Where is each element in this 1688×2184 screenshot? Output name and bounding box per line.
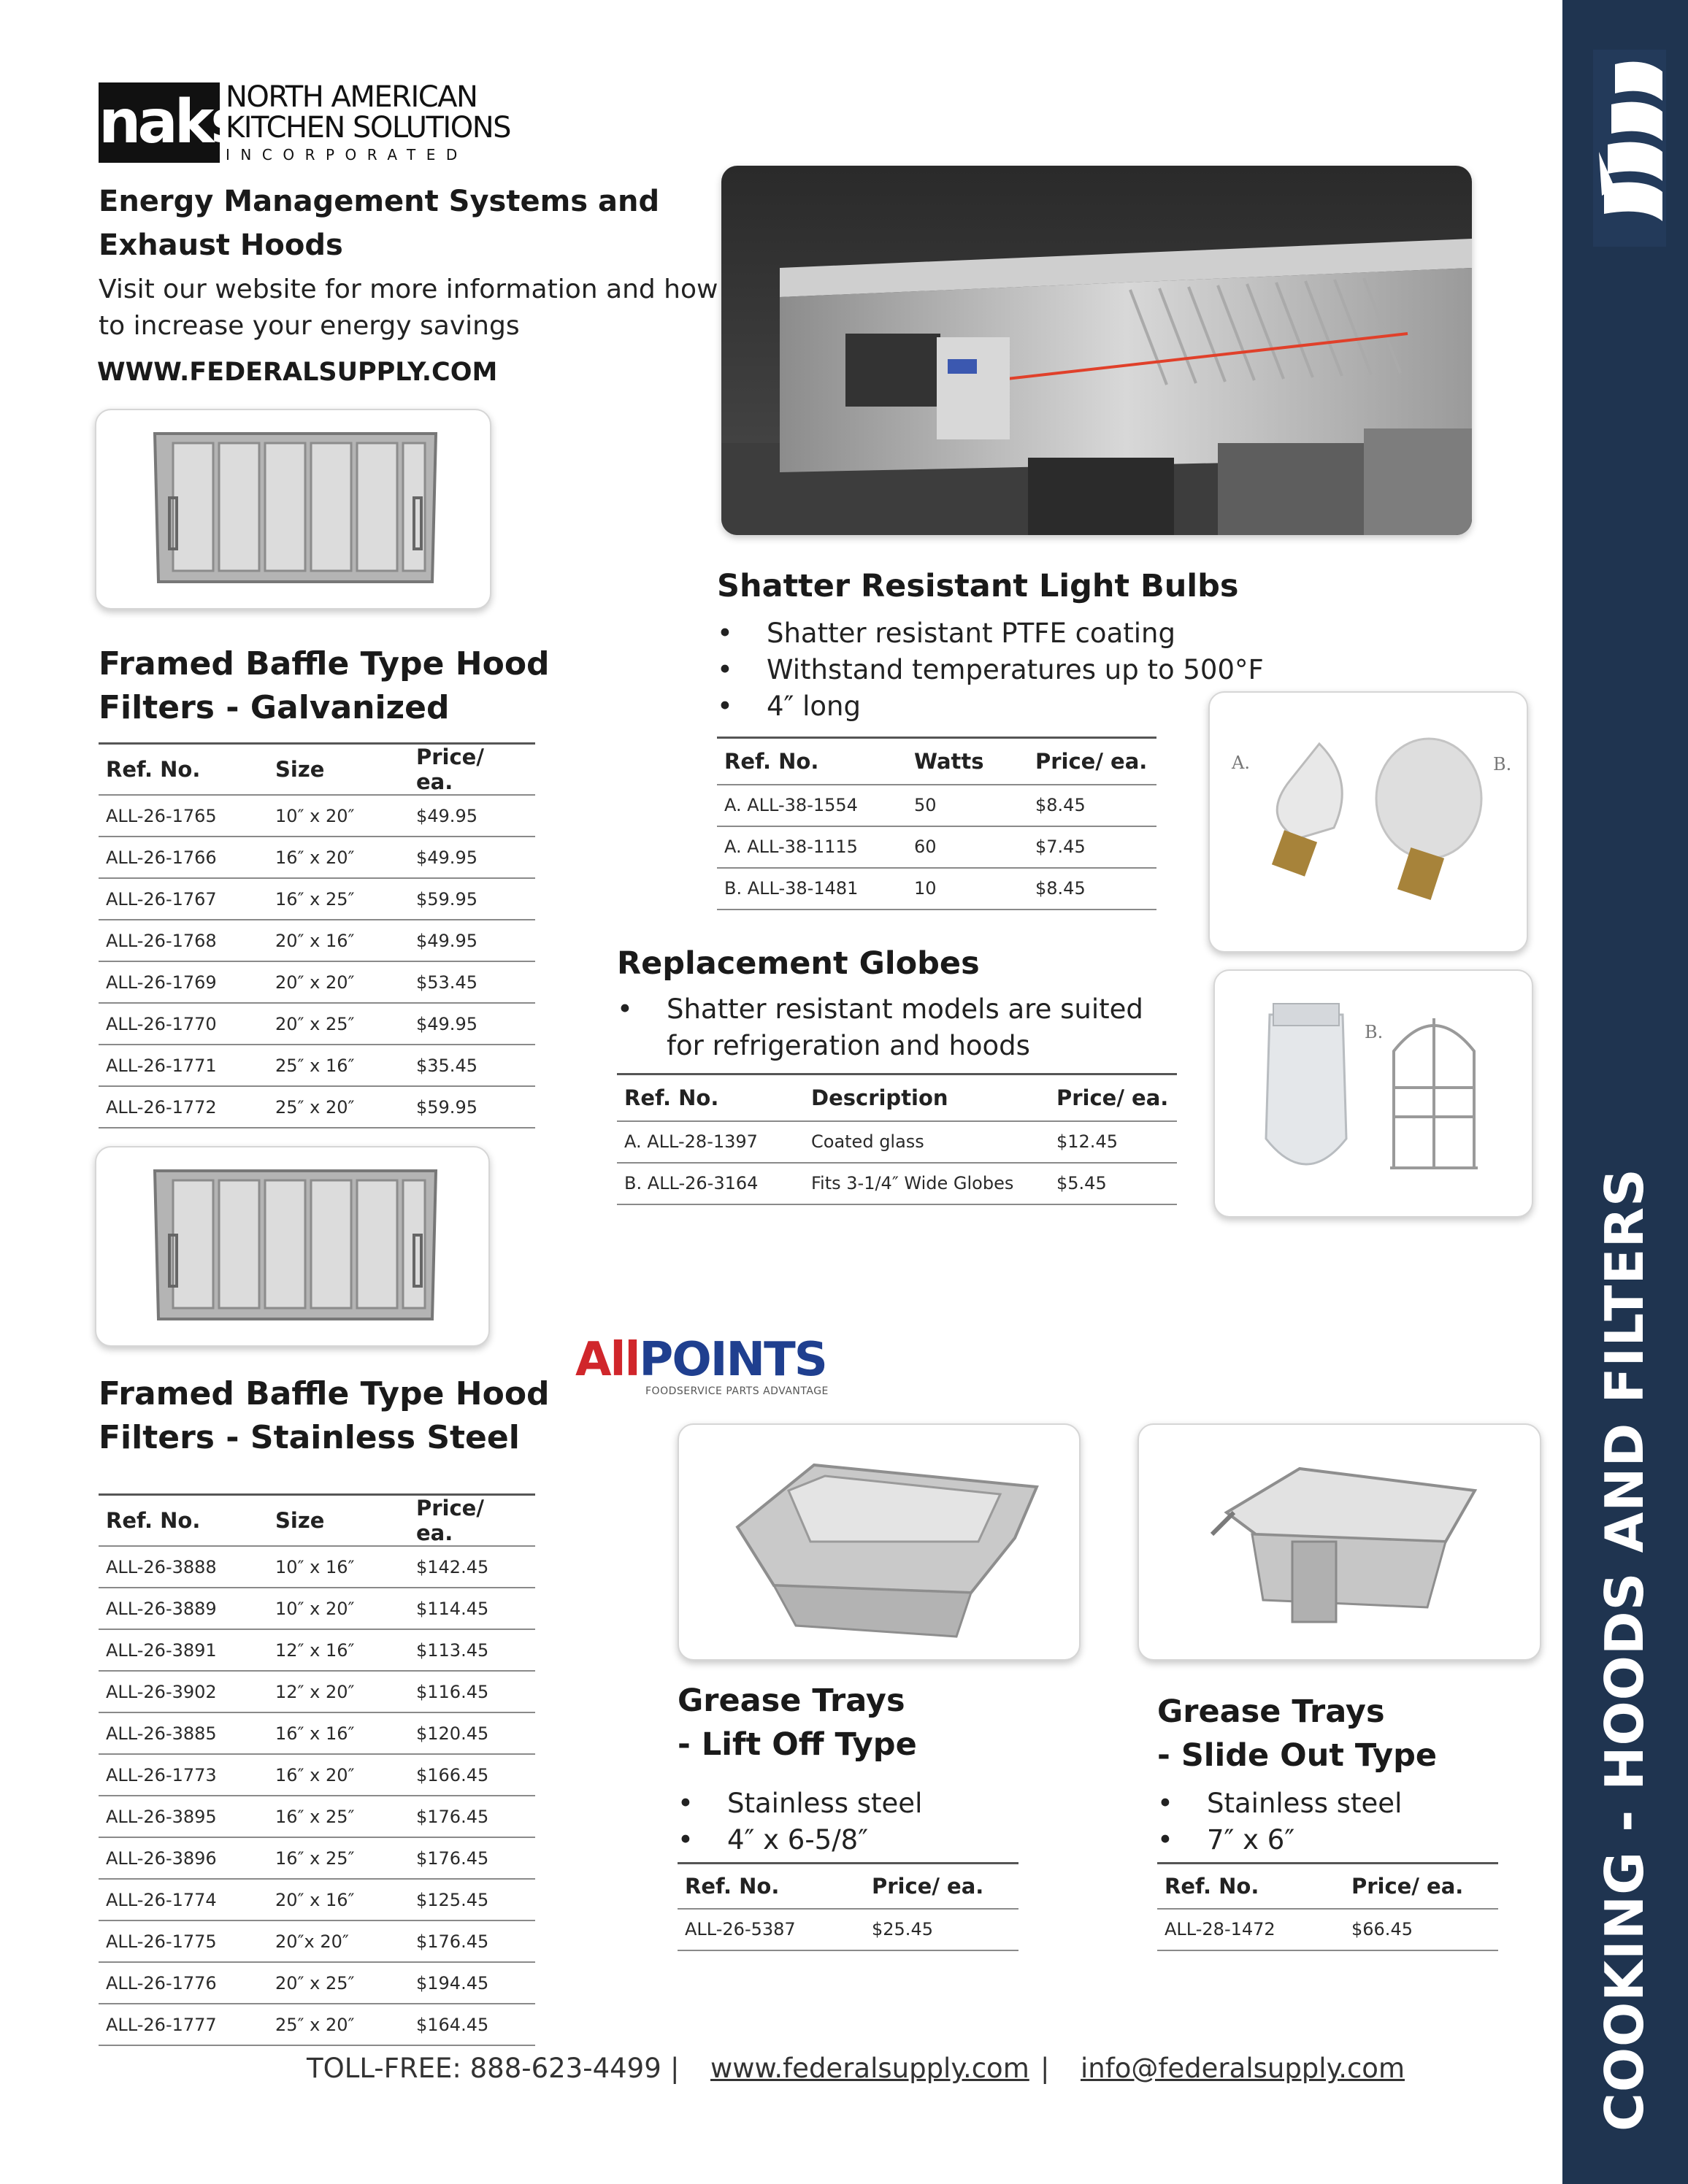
table-row [99, 1629, 535, 1671]
table-row [617, 1121, 1177, 1163]
col-ref-no: Ref. No. [685, 1873, 780, 1899]
table-row [717, 785, 1156, 826]
lift-off-bullet: • 4″ x 6-5/8″ [678, 1822, 1028, 1858]
ref-cell: B. ALL-26-3164 [617, 1163, 804, 1204]
bulbs-table [717, 737, 1156, 910]
col-price: Price/ ea. [1351, 1873, 1464, 1899]
table-row [99, 878, 535, 920]
intro-text [99, 272, 718, 345]
stainless-table-header [99, 1495, 535, 1547]
size-cell: 25″ x 16″ [268, 1045, 409, 1086]
footer-tollfree: TOLL-FREE: 888-623-4499 [307, 2053, 661, 2084]
ref-cell: ALL-26-3896 [99, 1837, 268, 1879]
col-ref-no: Ref. No. [624, 1085, 719, 1110]
size-cell: 12″ x 16″ [268, 1629, 409, 1671]
allpoints-logo [575, 1334, 827, 1400]
slide-out-title-line2: - Slide Out Type [1157, 1737, 1438, 1774]
table-row [99, 837, 535, 878]
bulb-label-a: A. [1232, 753, 1250, 773]
size-cell: 16″ x 20″ [268, 837, 409, 878]
col-price: Price/ ea. [872, 1873, 984, 1899]
globes-bullets [617, 991, 1172, 1064]
ref-cell: ALL-28-1472 [1157, 1909, 1344, 1950]
price-cell: $49.95 [409, 795, 535, 837]
col-price: Price/ ea. [1056, 1085, 1169, 1110]
sidebar-title: COOKING - HOODS AND FILTERS [1594, 1168, 1655, 2131]
size-cell: 20″x 20″ [268, 1920, 409, 1962]
table-row [99, 1588, 535, 1629]
ref-cell: ALL-26-1770 [99, 1003, 268, 1045]
table-row [617, 1163, 1177, 1204]
ref-cell: A. ALL-38-1115 [717, 826, 907, 868]
size-cell: 25″ x 20″ [268, 2004, 409, 2045]
table-row [99, 1045, 535, 1086]
flag-logo-icon [1593, 50, 1666, 247]
table-row [99, 961, 535, 1003]
price-cell: $8.45 [1028, 868, 1156, 910]
naks-logo [99, 79, 511, 166]
price-cell: $49.95 [409, 837, 535, 878]
galvanized-filter-photo [95, 409, 491, 610]
allpoints-wordmark-b: POINTS [639, 1333, 826, 1387]
col-ref-no: Ref. No. [106, 1508, 201, 1533]
watts-cell: 60 [907, 826, 1028, 868]
globes-table [617, 1073, 1177, 1205]
table-row [1157, 1909, 1498, 1950]
size-cell: 20″ x 16″ [268, 920, 409, 961]
table-row [99, 1962, 535, 2004]
price-cell: $176.45 [409, 1837, 535, 1879]
slide-out-bullets [1157, 1785, 1508, 1858]
lift-off-bullets [678, 1785, 1028, 1858]
size-cell: 16″ x 16″ [268, 1712, 409, 1754]
ref-cell: ALL-26-1767 [99, 878, 268, 920]
size-cell: 12″ x 20″ [268, 1671, 409, 1712]
globe-label-b: B. [1365, 1022, 1384, 1042]
ref-cell: ALL-26-1777 [99, 2004, 268, 2045]
bulbs-bullet: • Shatter resistant PTFE coating [717, 615, 1272, 652]
col-size: Size [275, 757, 325, 782]
ref-cell: ALL-26-1768 [99, 920, 268, 961]
size-cell: 16″ x 25″ [268, 878, 409, 920]
slide-out-tray-photo [1138, 1423, 1541, 1661]
col-ref-no: Ref. No. [106, 757, 201, 782]
galvanized-title-line2: Filters - Galvanized [99, 689, 450, 726]
price-cell: $49.95 [409, 1003, 535, 1045]
size-cell: 16″ x 25″ [268, 1796, 409, 1837]
table-row [678, 1909, 1018, 1950]
lift-off-table-header [678, 1864, 1018, 1909]
bulbs-title: Shatter Resistant Light Bulbs [717, 568, 1239, 604]
ref-cell: ALL-26-1766 [99, 837, 268, 878]
globes-bullet [617, 991, 1172, 1064]
globes-bullet-line1: Shatter resistant models are suited [667, 993, 1143, 1025]
ref-cell: ALL-26-3888 [99, 1546, 268, 1588]
bulbs-table-header [717, 738, 1156, 785]
size-cell: 16″ x 20″ [268, 1754, 409, 1796]
ref-cell: A. ALL-38-1554 [717, 785, 907, 826]
allpoints-wordmark-a: All [575, 1333, 640, 1387]
col-watts: Watts [914, 748, 984, 774]
bulbs-bullet: • 4″ long [717, 688, 1272, 725]
slide-out-bullet: • Stainless steel [1157, 1785, 1508, 1822]
col-ref-no: Ref. No. [1165, 1873, 1259, 1899]
price-cell: $59.95 [409, 1086, 535, 1128]
ref-cell: ALL-26-1771 [99, 1045, 268, 1086]
stainless-title [99, 1372, 550, 1460]
footer-email-link[interactable]: info@federalsupply.com [1081, 2053, 1405, 2084]
slide-out-title [1157, 1690, 1437, 1777]
stainless-table [99, 1493, 535, 2046]
table-row [99, 1546, 535, 1588]
footer-separator: | [670, 2053, 680, 2084]
table-row [99, 1879, 535, 1920]
price-cell: $142.45 [409, 1546, 535, 1588]
globes-photo [1213, 969, 1533, 1218]
col-size: Size [275, 1508, 325, 1533]
size-cell: 10″ x 20″ [268, 1588, 409, 1629]
naks-line2: KITCHEN SOLUTIONS [226, 111, 511, 145]
globes-table-header [617, 1074, 1177, 1121]
size-cell: 10″ x 20″ [268, 795, 409, 837]
table-row [99, 1837, 535, 1879]
price-cell: $8.45 [1028, 785, 1156, 826]
size-cell: 20″ x 25″ [268, 1962, 409, 2004]
size-cell: 20″ x 16″ [268, 1879, 409, 1920]
slide-out-title-line1: Grease Trays [1157, 1693, 1385, 1730]
footer-website-link[interactable]: www.federalsupply.com [710, 2053, 1029, 2084]
ref-cell: B. ALL-38-1481 [717, 868, 907, 910]
table-row [99, 1712, 535, 1754]
table-row [717, 826, 1156, 868]
lift-off-tray-photo [678, 1423, 1081, 1661]
size-cell: 10″ x 16″ [268, 1546, 409, 1588]
intro-website[interactable]: WWW.FEDERALSUPPLY.COM [97, 358, 498, 387]
ref-cell: ALL-26-3889 [99, 1588, 268, 1629]
lift-off-table [678, 1862, 1018, 1951]
watts-cell: 10 [907, 868, 1028, 910]
ref-cell: ALL-26-5387 [678, 1909, 864, 1950]
description-cell: Coated glass [804, 1121, 1049, 1163]
intro-text-line1: Visit our website for more information and how [99, 274, 718, 304]
ref-cell: ALL-26-3885 [99, 1712, 268, 1754]
intro-heading [99, 180, 659, 267]
ref-cell: ALL-26-3895 [99, 1796, 268, 1837]
lift-off-title [678, 1679, 917, 1766]
price-cell: $53.45 [409, 961, 535, 1003]
slide-out-table [1157, 1862, 1498, 1951]
stainless-title-line2: Filters - Stainless Steel [99, 1419, 520, 1456]
table-row [99, 2004, 535, 2045]
allpoints-wordmark [575, 1334, 827, 1385]
exhaust-hood-photo [721, 166, 1472, 535]
price-cell: $116.45 [409, 1671, 535, 1712]
ref-cell: ALL-26-1772 [99, 1086, 268, 1128]
bulbs-bullets [717, 615, 1272, 725]
globes-title: Replacement Globes [617, 945, 980, 982]
lift-off-title-line1: Grease Trays [678, 1683, 905, 1719]
naks-line3: INCORPORATED [226, 146, 468, 164]
table-row [717, 868, 1156, 910]
size-cell: 20″ x 20″ [268, 961, 409, 1003]
price-cell: $125.45 [409, 1879, 535, 1920]
slide-out-table-header [1157, 1864, 1498, 1909]
allpoints-tagline: FOODSERVICE PARTS ADVANTAGE [645, 1385, 829, 1397]
table-row [99, 1086, 535, 1128]
galvanized-title [99, 642, 550, 730]
size-cell: 25″ x 20″ [268, 1086, 409, 1128]
table-row [99, 920, 535, 961]
table-row [99, 1796, 535, 1837]
price-cell: $35.45 [409, 1045, 535, 1086]
ref-cell: ALL-26-3891 [99, 1629, 268, 1671]
price-cell: $25.45 [864, 1909, 1018, 1950]
slide-out-bullet: • 7″ x 6″ [1157, 1822, 1508, 1858]
col-price: Price/ ea. [1035, 748, 1148, 774]
price-cell: $114.45 [409, 1588, 535, 1629]
ref-cell: ALL-26-1765 [99, 795, 268, 837]
footer-separator: | [1040, 2053, 1050, 2084]
ref-cell: ALL-26-1774 [99, 1879, 268, 1920]
lift-off-title-line2: - Lift Off Type [678, 1726, 917, 1763]
col-ref-no: Ref. No. [724, 748, 819, 774]
col-description: Description [811, 1085, 948, 1110]
galvanized-title-line1: Framed Baffle Type Hood [99, 645, 550, 682]
price-cell: $12.45 [1049, 1121, 1177, 1163]
naks-mark: naks [99, 82, 220, 163]
bulbs-photo [1208, 691, 1528, 953]
footer [0, 2053, 1562, 2096]
col-price: Price/ ea. [416, 1496, 484, 1545]
ref-cell: A. ALL-28-1397 [617, 1121, 804, 1163]
table-row [99, 1671, 535, 1712]
price-cell: $7.45 [1028, 826, 1156, 868]
price-cell: $59.95 [409, 878, 535, 920]
stainless-title-line1: Framed Baffle Type Hood [99, 1375, 550, 1412]
price-cell: $113.45 [409, 1629, 535, 1671]
naks-line1: NORTH AMERICAN [226, 80, 477, 114]
ref-cell: ALL-26-1776 [99, 1962, 268, 2004]
ref-cell: ALL-26-3902 [99, 1671, 268, 1712]
price-cell: $164.45 [409, 2004, 535, 2045]
size-cell: 20″ x 25″ [268, 1003, 409, 1045]
price-cell: $66.45 [1344, 1909, 1498, 1950]
intro-heading-line1: Energy Management Systems and [99, 185, 660, 218]
size-cell: 16″ x 25″ [268, 1837, 409, 1879]
price-cell: $176.45 [409, 1920, 535, 1962]
watts-cell: 50 [907, 785, 1028, 826]
price-cell: $176.45 [409, 1796, 535, 1837]
table-row [99, 1003, 535, 1045]
col-price: Price/ ea. [416, 745, 484, 794]
table-row [99, 795, 535, 837]
bulb-label-b: B. [1493, 754, 1512, 774]
table-row [99, 1920, 535, 1962]
ref-cell: ALL-26-1769 [99, 961, 268, 1003]
table-row [99, 1754, 535, 1796]
price-cell: $166.45 [409, 1754, 535, 1796]
stainless-filter-photo [95, 1146, 490, 1347]
price-cell: $194.45 [409, 1962, 535, 2004]
price-cell: $120.45 [409, 1712, 535, 1754]
description-cell: Fits 3-1/4″ Wide Globes [804, 1163, 1049, 1204]
ref-cell: ALL-26-1773 [99, 1754, 268, 1796]
price-cell: $5.45 [1049, 1163, 1177, 1204]
price-cell: $49.95 [409, 920, 535, 961]
lift-off-bullet: • Stainless steel [678, 1785, 1028, 1822]
intro-heading-line2: Exhaust Hoods [99, 228, 343, 262]
intro-text-line2: to increase your energy savings [99, 311, 520, 341]
galvanized-table [99, 742, 535, 1128]
bulbs-bullet: • Withstand temperatures up to 500°F [717, 652, 1272, 688]
galvanized-table-header [99, 744, 535, 796]
globes-bullet-line2: for refrigeration and hoods [667, 1030, 1030, 1061]
ref-cell: ALL-26-1775 [99, 1920, 268, 1962]
